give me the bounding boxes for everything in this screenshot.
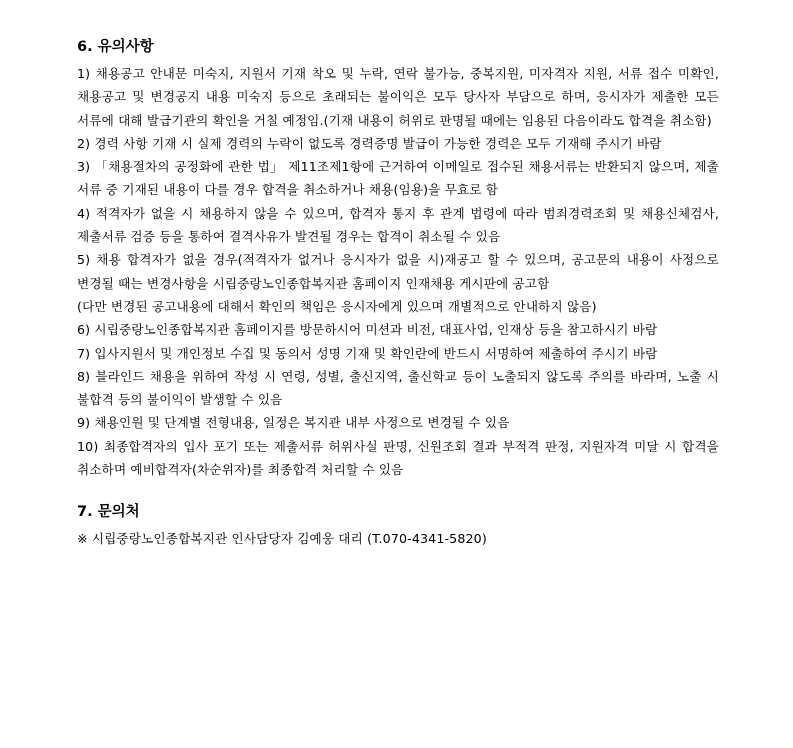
notice-item-3: 3) 「채용절차의 공정화에 관한 법」 제11조제1항에 근거하여 이메일로 접수된 채용서류는 반환되지 않으며, 제출 서류 중 기재된 내용이 다를 경우 합격을 취소하거나 채용(임용)을 무효로 함 xyxy=(77,159,719,198)
document-page xyxy=(77,36,719,550)
notice-item-9: 9) 채용인원 및 단계별 전형내용, 일정은 복지관 내부 사정으로 변경될 수 있음 xyxy=(77,415,510,431)
notice-item-7: 7) 입사지원서 및 개인정보 수집 및 동의서 성명 기재 및 확인란에 반드시 서명하여 제출하여 주시기 바람 xyxy=(77,345,658,361)
notice-item-2: 2) 경력 사항 기재 시 실제 경력의 누락이 없도록 경력증명 발급이 가능한 경력은 모두 기재해 주시기 바람 xyxy=(77,135,662,151)
notice-list xyxy=(77,62,719,481)
notice-item-10: 10) 최종합격자의 입사 포기 또는 제출서류 허위사실 판명, 신원조회 결과 부적격 판정, 지원자격 미달 시 합격을 취소하며 예비합격자(차순위자)를 최종합격 처리할 수 있음 xyxy=(77,438,719,478)
contact-info: ※ 시립중랑노인종합복지관 인사담당자 김예웅 대리 (T.070-4341-5820) xyxy=(77,531,487,547)
notice-item-5-note: (다만 변경된 공고내용에 대해서 확인의 책임은 응시자에게 있으며 개별적으로 안내하지 않음) xyxy=(77,298,597,314)
notice-item-4: 4) 적격자가 없을 시 채용하지 않을 수 있으며, 합격자 통지 후 관계 법령에 따라 범죄경력조회 및 채용신체검사, 제출서류 검증 등을 통하여 결격사유가 발견될 경우는 합격이 취소될 수 있음 xyxy=(77,205,719,245)
notice-item-8: 8) 블라인드 채용을 위하여 작성 시 연령, 성별, 출신지역, 출신학교 등이 노출되지 않도록 주의를 바라며, 노출 시 불합격 등의 불이익이 발생할 수 있음 xyxy=(77,368,719,408)
notice-item-5: 5) 채용 합격자가 없을 경우(적격자가 없거나 응시자가 없을 시)재공고 할 수 있으며, 공고문의 내용이 사정으로 변경될 때는 변경사항을 시립중랑노인종합복지관 홈페이지 인재채용 게시판에 공고함 xyxy=(77,252,719,291)
section-6-title: 6. 유의사항 xyxy=(77,39,154,55)
notice-item-1: 1) 채용공고 안내문 미숙지, 지원서 기재 착오 및 누락, 연락 불가능, 중복지원, 미자격자 지원, 서류 접수 미확인, 채용공고 및 변경공지 내용 미숙지 등으로 초래되는 불이익은 모두 당사자 부담으로 하며, 응시자가 제출한 모든 서류에 대해 발급기관의 확인을 거칠 예정임.(기재 내용이 허위로 판명될 때에는 임용된 다음이라도 합격을 취소함) xyxy=(77,66,719,128)
section-7-title: 7. 문의처 xyxy=(77,504,140,521)
notice-item-6: 6) 시립중랑노인종합복지관 홈페이지를 방문하시어 미션과 비전, 대표사업, 인재상 등을 참고하시기 바람 xyxy=(77,322,658,338)
